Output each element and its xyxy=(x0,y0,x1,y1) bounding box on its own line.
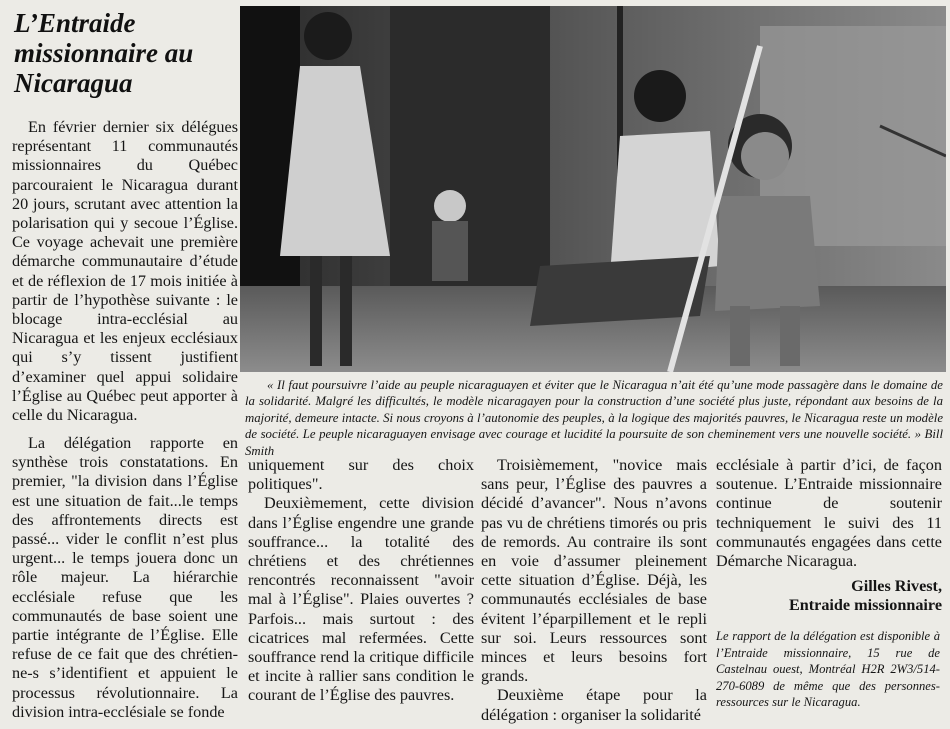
headline: L’Entraide missionnaire au Nicaragua xyxy=(14,8,194,98)
report-availability-note: Le rapport de la délégation est disponible à l’Entraide missionnaire, 15 rue de Castelnau ouest, Montréal H2R 2W3/514-270-6089 de même que des personnes-ressources sur le Nicaragua. xyxy=(716,629,940,709)
signature-name: Gilles Rivest, xyxy=(851,577,942,596)
photo-children-in-house xyxy=(240,6,946,372)
signature xyxy=(716,577,942,615)
article-column-3 xyxy=(481,456,707,725)
photo-caption xyxy=(245,377,943,459)
paragraph-conclusion: ecclésiale à partir d’ici, de façon soutenue. L’Entraide missionnaire continue de soutenir techniquement le suivi des 11 communautés engagées dans cette Démarche Nicaragua. xyxy=(716,456,942,571)
photo-credit: Bill Smith xyxy=(245,427,943,458)
paragraph-findings: La délégation rapporte en synthèse trois constatations. En premier, "la division dans l’Église est une situation de fait...le temps des affrontements directs est passé... vider le conflit n’est plus urgent... le temps jouera donc un rôle majeur. La hiérarchie ecclésiale refuse que les communautés de base soient une partie intégrante de l’Église. Elle refuse de ce fait que des chrétien-ne-s s’identifient et appuient le processus révolutionnaire. La division intra-ecclésiale se fonde xyxy=(12,434,238,721)
signature-organization: Entraide missionnaire xyxy=(788,596,942,615)
paragraph-continuation: uniquement sur des choix politiques". xyxy=(248,456,474,494)
paragraph-third-finding: Troisièmement, "novice mais sans peur, l’Église des pauvres a décidé d’avancer". Nous n’avons pas vu de chrétiens timorés ou pris de remords. Au contraire ils sont en voie d’assumer pleinement cette situation d’Église. Déjà, les communautés ecclésiales de base évitent l’éparpillement et le repli sur soi. Leurs ressources sont minces et leurs besoins fort grands. xyxy=(481,456,707,686)
article-column-1 xyxy=(12,118,238,425)
paragraph-next-step: Deuxième étape pour la délégation : organiser la solidarité xyxy=(481,686,707,724)
paragraph-intro: En février dernier six délégues représentant 11 communautés missionnaires du Québec parcouraient le Nicaragua durant 20 jours, scrutant avec attention la polarisation qui y secoue l’Église. Ce voyage achevait une première démarche communautaire d’étude et de réflexion de 17 mois initiée à partir de l’hypothèse suivante : le blocage intra-ecclésial au Nicaragua et les enjeux ecclésiaux qui s’y tissent justifient d’examiner quel appui solidaire l’Église au Québec peut apporter à celle du Nicaragua. xyxy=(12,118,238,425)
article-column-2 xyxy=(248,456,474,706)
article-column-4 xyxy=(716,456,942,615)
paragraph-second-finding: Deuxièmement, cette division dans l’Église engendre une grande souffrance... la totalité des chrétiens et des chrétiennes rencontrés reconnaissent "avoir mal à l’Église". Plaies ouvertes ? Parfois... mais surtout : des cicatrices mal refermées. Cette souffrance rend la critique difficile et incite à rallier sans condition le courant de l’Église des pauvres. xyxy=(248,494,474,705)
article-column-1-continued xyxy=(12,434,238,722)
caption-text: « Il faut poursuivre l’aide au peuple nicaraguayen et éviter que le Nicaragua n’ait été qu’une mode passagère dans le domaine de la solidarité. Malgré les difficultés, le modèle nicaragayen pour la construction d’une société plus juste, répondant aux besoins de la majorité, demeure intacte. Si nous croyons à l’autonomie des peuples, à la logique des majorités pauvres, le Nicaragua reste un modèle de société. Le peuple nicaraguayen envisage avec courage et lucidité la poursuite de son cheminement vers une nouvelle société. » xyxy=(245,378,943,442)
news-photo xyxy=(240,6,946,372)
